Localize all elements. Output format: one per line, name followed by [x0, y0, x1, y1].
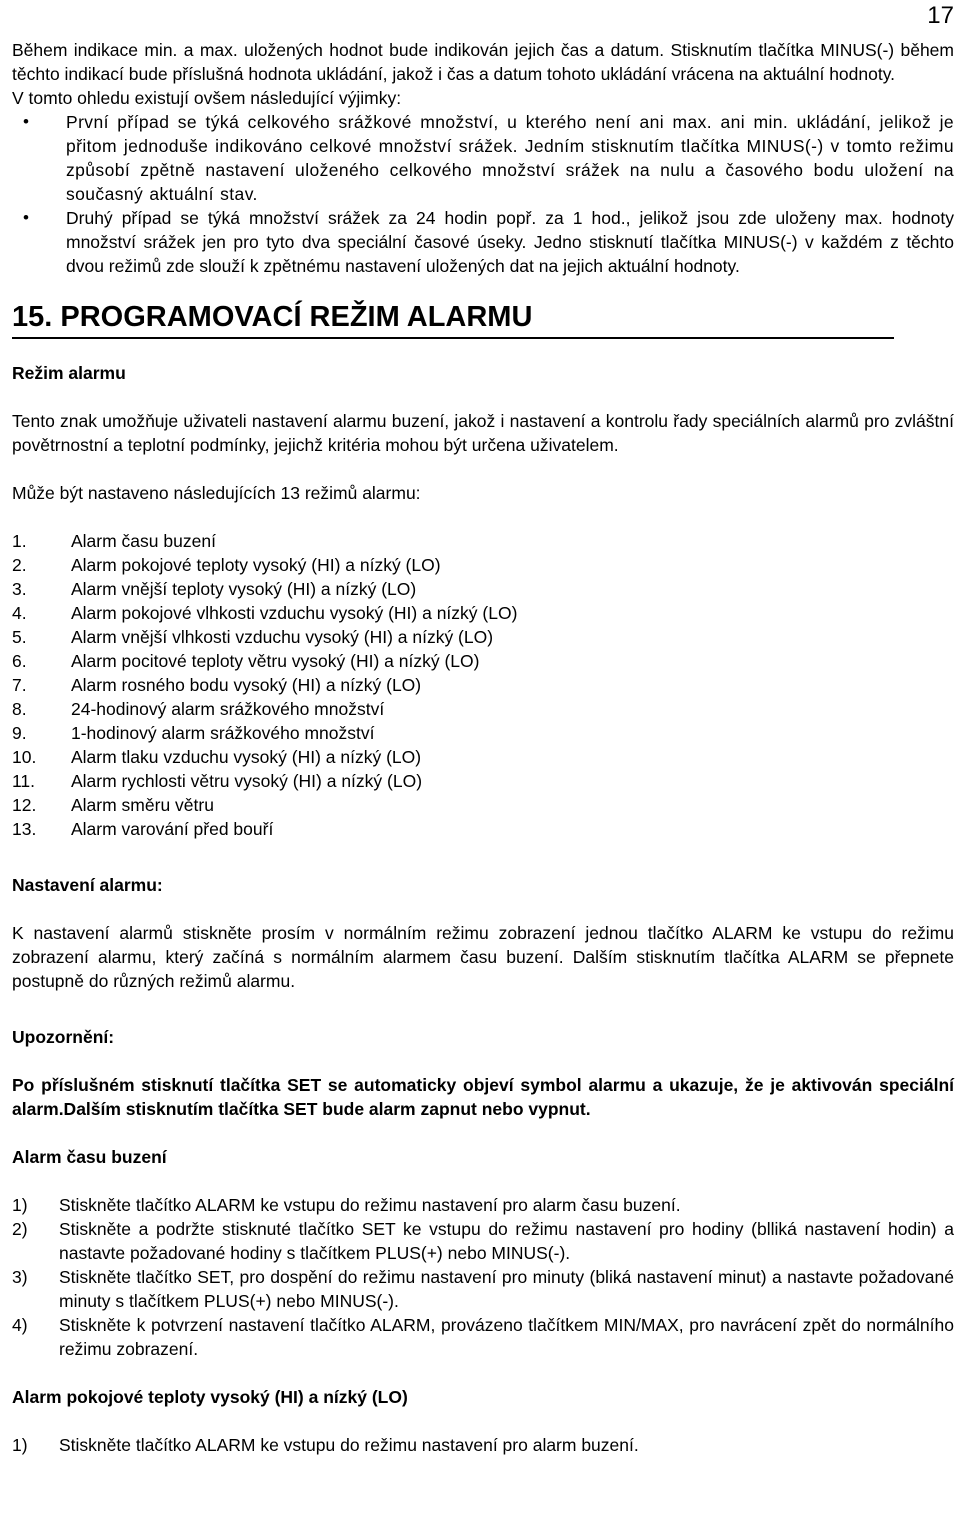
- list-item: 3) Stiskněte tlačítko SET, pro dospění do režimu nastavení pro minuty (bliká nastavení minut) a nastavte požadované minuty s tlačítkem PLUS(+) nebo MINUS(-).: [12, 1267, 954, 1311]
- list-item: 9. 1-hodinový alarm srážkového množství: [12, 723, 375, 743]
- alarm-modes-list: [12, 529, 954, 841]
- list-item: 7. Alarm rosného bodu vysoký (HI) a nízký (LO): [12, 675, 422, 695]
- list-item: 2. Alarm pokojové teploty vysoký (HI) a nízký (LO): [12, 555, 441, 575]
- warning-text: Po příslušném stisknutí tlačítka SET se automaticky objeví symbol alarmu a ukazuje, že je aktivován speciální alarm.Dalším stisknutím tlačítka SET bude alarm zapnut nebo vypnut.: [12, 1075, 954, 1119]
- list-item: 1) Stiskněte tlačítko ALARM ke vstupu do režimu nastavení pro alarm času buzení.: [12, 1195, 681, 1215]
- list-item: 11. Alarm rychlosti větru vysoký (HI) a nízký (LO): [12, 771, 423, 791]
- section-heading: 15. PROGRAMOVACÍ REŽIM ALARMU: [12, 300, 894, 339]
- alarm-setup-text: K nastavení alarmů stiskněte prosím v normálním režimu zobrazení jednou tlačítko ALARM ke vstupu do režimu zobrazení alarmu, který začíná s normálním alarmem času buzení. Dalším stisknutím tlačítka ALARM se přepnete postupně do různých režimů alarmu.: [12, 923, 954, 991]
- list-item: 13. Alarm varování před bouří: [12, 819, 274, 839]
- exception-item: • Druhý případ se týká množství srážek za 24 hodin popř. za 1 hod., jelikož jsou zde uloženy max. hodnoty množství srážek jen pro tyto dva speciální časové úseky. Jedno stisknutí tlačítka MINUS(-) v každém z těchto dvou režimů zde slouží k zpětnému nastavení uložených dat na jejich aktuální hodnoty.: [12, 206, 954, 278]
- list-item: 1. Alarm času buzení: [12, 531, 216, 551]
- list-item: 3. Alarm vnější teploty vysoký (HI) a nízký (LO): [12, 579, 417, 599]
- alarm-mode-title: Režim alarmu: [12, 363, 126, 383]
- list-item: 8. 24-hodinový alarm srážkového množství: [12, 699, 385, 719]
- list-item: 10. Alarm tlaku vzduchu vysoký (HI) a nízký (LO): [12, 747, 422, 767]
- document-body: [12, 0, 954, 1457]
- room-temp-alarm-steps: [12, 1433, 954, 1457]
- list-item: 12. Alarm směru větru: [12, 795, 214, 815]
- room-temp-alarm-title: Alarm pokojové teploty vysoký (HI) a nízký (LO): [12, 1387, 408, 1407]
- list-item: 2) Stiskněte a podržte stisknuté tlačítko SET ke vstupu do režimu nastavení pro hodiny (blliká nastavení hodin) a nastavte požadované hodiny s tlačítkem PLUS(+) nebo MINUS(-).: [12, 1219, 954, 1263]
- list-item: 5. Alarm vnější vlhkosti vzduchu vysoký (HI) a nízký (LO): [12, 627, 494, 647]
- exceptions-list: [12, 110, 954, 278]
- list-item: 6. Alarm pocitové teploty větru vysoký (HI) a nízký (LO): [12, 651, 480, 671]
- wake-alarm-title: Alarm času buzení: [12, 1147, 167, 1167]
- alarm-mode-text: Tento znak umožňuje uživateli nastavení alarmu buzení, jakož i nastavení a kontrolu řady speciálních alarmů pro zvláštní povětrnostní a teplotní podmínky, jejichž kritéria mohou být určena uživatelem.: [12, 411, 954, 455]
- alarm-modes-intro: Může být nastaveno následujících 13 režimů alarmu:: [12, 483, 421, 503]
- list-item: 1) Stiskněte tlačítko ALARM ke vstupu do režimu nastavení pro alarm buzení.: [12, 1435, 639, 1455]
- warning-title: Upozornění:: [12, 1027, 115, 1047]
- wake-alarm-steps: [12, 1193, 954, 1361]
- page-number: 17: [927, 2, 954, 29]
- list-item: 4. Alarm pokojové vlhkosti vzduchu vysoký (HI) a nízký (LO): [12, 603, 518, 623]
- alarm-setup-title: Nastavení alarmu:: [12, 875, 163, 895]
- exceptions-intro: V tomto ohledu existují ovšem následující výjimky:: [12, 88, 402, 108]
- list-item: 4) Stiskněte k potvrzení nastavení tlačítko ALARM, provázeno tlačítkem MIN/MAX, pro navrácení zpět do normálního režimu zobrazení.: [12, 1315, 954, 1359]
- intro-paragraph: Během indikace min. a max. uložených hodnot bude indikován jejich čas a datum. Stisknutím tlačítka MINUS(-) během těchto indikací bude příslušná hodnota ukládání, jakož i čas a datum tohoto ukládání vrácena na aktuální hodnoty.: [12, 40, 954, 84]
- exception-item: • První případ se týká celkového srážkové množství, u kterého není ani max. ani min. ukládání, jelikož je přitom jednoduše indikováno celkové množství srážek. Jedním stisknutím tlačítka MINUS(-) v tomto režimu způsobí zpětně nastavení uloženého celkového množství srážek na nulu a časového bodu uložení na současný aktuální stav.: [12, 110, 954, 206]
